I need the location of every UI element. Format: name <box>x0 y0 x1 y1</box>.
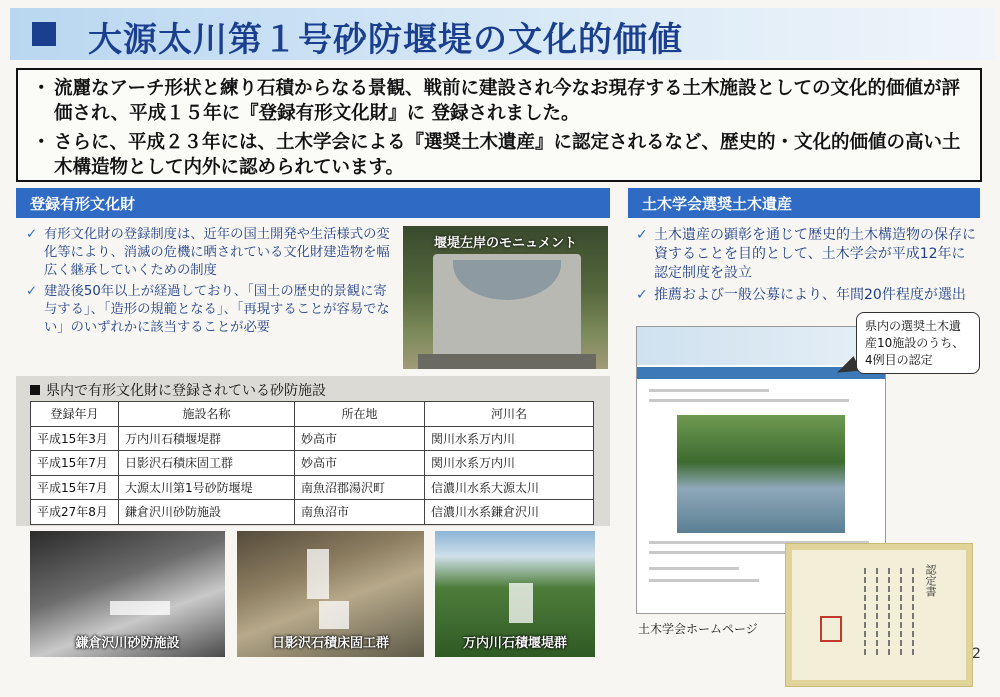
certificate-text-column <box>888 568 890 658</box>
table-cell: 南魚沼市 <box>295 500 425 525</box>
table-cell: 平成27年8月 <box>31 500 119 525</box>
check-item <box>26 283 390 337</box>
title-banner <box>10 8 995 60</box>
column-header: 登録年月 <box>31 402 119 427</box>
section-heading-heritage: 土木学会選奨土木遺産 <box>628 188 980 218</box>
table-cell: 信濃川水系大源太川 <box>425 475 594 500</box>
website-text-line <box>649 389 769 392</box>
page-number: 2 <box>972 646 981 662</box>
checkmark-icon: ✓ <box>26 284 38 299</box>
photo-kamakurasawa <box>30 531 225 657</box>
seal-icon <box>820 616 842 642</box>
heritage-checklist <box>636 226 976 308</box>
certificate-title: 認定書 <box>924 564 937 597</box>
registration-checklist <box>26 226 390 340</box>
water-highlight <box>110 601 170 615</box>
photo-mannaigawa <box>435 531 595 657</box>
table-row <box>31 500 594 525</box>
monument-arch <box>453 260 561 300</box>
page-title: 大源太川第１号砂防堰堤の文化的価値 <box>88 20 683 60</box>
water-highlight <box>307 549 329 599</box>
table-cell: 日影沢石積床固工群 <box>119 451 295 476</box>
photo-caption: 日影沢石積床固工群 <box>271 636 389 651</box>
table-cell: 鎌倉沢川砂防施設 <box>119 500 295 525</box>
check-item <box>26 226 390 280</box>
table-heading <box>30 380 326 400</box>
photo-caption: 鎌倉沢川砂防施設 <box>75 636 180 651</box>
summary-item <box>32 130 968 180</box>
summary-text: 流麗なアーチ形状と練り石積からなる景観、戦前に建設され今なお現存する土木施設としての文化的価値が評価され、平成１５年に『登録有形文化財』に 登録されました。 <box>54 78 960 124</box>
monument-base <box>418 354 596 369</box>
monument-stone <box>433 254 581 358</box>
checkmark-icon: ✓ <box>636 287 648 303</box>
certificate-text-column <box>912 568 914 658</box>
table-cell: 妙高市 <box>295 426 425 451</box>
table-row <box>31 475 594 500</box>
table-cell: 南魚沼郡湯沢町 <box>295 475 425 500</box>
table-cell: 関川水系万内川 <box>425 451 594 476</box>
table-cell: 妙高市 <box>295 451 425 476</box>
certificate-image <box>786 544 972 686</box>
website-dam-photo <box>677 415 845 533</box>
certificate-text-column <box>864 568 866 658</box>
square-bullet-icon <box>30 385 40 395</box>
table-cell: 万内川石積堰堤群 <box>119 426 295 451</box>
column-header: 河川名 <box>425 402 594 427</box>
website-text-line <box>649 579 759 582</box>
photo-caption: 万内川石積堰堤群 <box>462 636 567 651</box>
checkmark-icon: ✓ <box>636 227 648 243</box>
bullet-icon: ・ <box>32 132 51 153</box>
title-square-icon <box>32 22 56 46</box>
table-cell: 平成15年7月 <box>31 475 119 500</box>
table-cell: 信濃川水系鎌倉沢川 <box>425 500 594 525</box>
check-text: 建設後50年以上が経過しており、「国土の歴史的景観に寄与する」、「造形の規範となる」、「再現することが容易でない」のいずれかに該当することが必要 <box>44 284 390 335</box>
summary-text: さらに、平成２３年には、土木学会による『選奨土木遺産』に認定されるなど、歴史的・文化的価値の高い土木構造物として内外に認められています。 <box>54 132 961 178</box>
facility-table <box>30 401 594 525</box>
certificate-text-column <box>876 568 878 658</box>
table-cell: 関川水系万内川 <box>425 426 594 451</box>
monument-photo <box>403 226 608 369</box>
check-text: 推薦および一般公募により、年間20件程度が選出 <box>654 287 966 303</box>
table-row <box>31 426 594 451</box>
website-caption: 土木学会ホームページ <box>638 622 758 636</box>
summary-item <box>32 76 968 126</box>
table-cell: 平成15年3月 <box>31 426 119 451</box>
table-header-row <box>31 402 594 427</box>
website-text-line <box>649 399 849 402</box>
checkmark-icon: ✓ <box>26 227 38 242</box>
check-text: 土木遺産の顕彰を通じて歴史的土木構造物の保存に資することを目的として、土木学会が平成12年に認定制度を設立 <box>654 227 976 281</box>
photo-hikagesawa <box>237 531 424 657</box>
callout-box: 県内の選奨土木遺産10施設のうち、4例目の認定 <box>856 312 980 374</box>
certificate-text-column <box>900 568 902 658</box>
column-header: 所在地 <box>295 402 425 427</box>
table-heading-text: 県内で有形文化財に登録されている砂防施設 <box>46 383 326 399</box>
table-cell: 大源太川第1号砂防堰堤 <box>119 475 295 500</box>
column-header: 施設名称 <box>119 402 295 427</box>
monument-label: 堰堤左岸のモニュメント <box>433 236 577 251</box>
check-item <box>636 286 976 305</box>
bullet-icon: ・ <box>32 78 51 99</box>
section-heading-registered: 登録有形文化財 <box>16 188 610 218</box>
check-item <box>636 226 976 283</box>
water-highlight <box>509 583 533 623</box>
water-highlight <box>319 601 349 629</box>
website-text-line <box>649 567 739 570</box>
table-row <box>31 451 594 476</box>
check-text: 有形文化財の登録制度は、近年の国土開発や生活様式の変化等により、消滅の危機に晒されている文化財建造物を幅広く継承していくための制度 <box>44 227 390 278</box>
table-cell: 平成15年7月 <box>31 451 119 476</box>
summary-box <box>16 68 982 182</box>
